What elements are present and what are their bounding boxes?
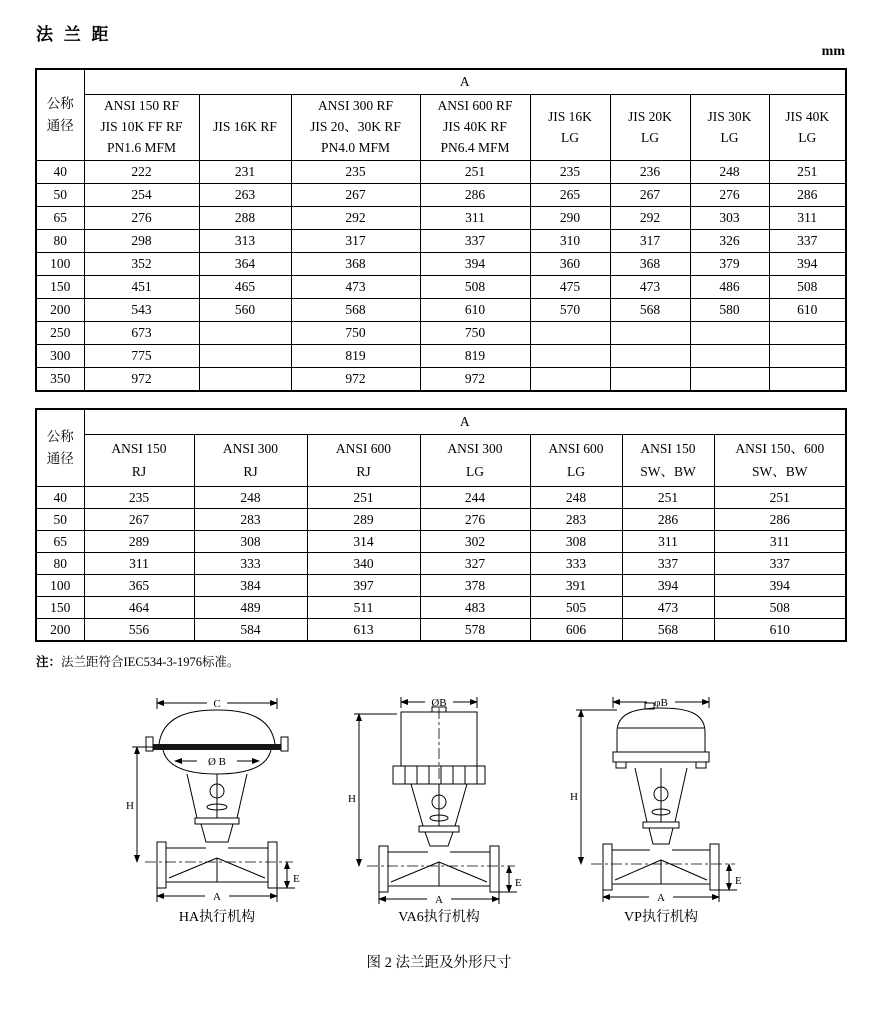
value-cell: 251 [714, 487, 846, 509]
table-row [36, 487, 846, 509]
value-cell: 394 [769, 253, 846, 276]
valve-body [367, 846, 515, 892]
value-cell: 276 [690, 184, 769, 207]
value-cell: 283 [530, 509, 622, 531]
value-cell: 570 [530, 299, 610, 322]
nominal-diameter-cell: 80 [36, 553, 84, 575]
table-row [36, 161, 846, 184]
valve-figures [0, 690, 878, 926]
value-cell: 251 [307, 487, 420, 509]
value-cell: 283 [194, 509, 307, 531]
column-header: ANSI 600 RJ [307, 435, 420, 487]
footnote-label: 注： [36, 655, 62, 669]
value-cell: 286 [714, 509, 846, 531]
value-cell: 489 [194, 597, 307, 619]
value-cell: 308 [194, 531, 307, 553]
table-row [36, 276, 846, 299]
column-header: ANSI 150 SW、BW [622, 435, 714, 487]
value-cell: 276 [420, 509, 530, 531]
value-cell: 251 [622, 487, 714, 509]
corner-line-2: 通径 [46, 118, 74, 133]
value-cell: 311 [714, 531, 846, 553]
value-cell: 337 [622, 553, 714, 575]
value-cell: 235 [530, 161, 610, 184]
value-cell: 254 [84, 184, 199, 207]
value-cell [690, 322, 769, 345]
value-cell: 286 [622, 509, 714, 531]
value-cell: 391 [530, 575, 622, 597]
value-cell [690, 368, 769, 392]
value-cell: 333 [194, 553, 307, 575]
value-cell: 289 [84, 531, 194, 553]
value-cell: 302 [420, 531, 530, 553]
nominal-diameter-cell: 150 [36, 597, 84, 619]
value-cell: 368 [291, 253, 420, 276]
group-header-a: A [84, 409, 846, 435]
nominal-diameter-cell: 40 [36, 487, 84, 509]
yoke-and-stem [187, 774, 247, 842]
dim-label-e: E [515, 877, 522, 889]
value-cell: 613 [307, 619, 420, 642]
dimension-e [275, 862, 300, 888]
value-cell: 379 [690, 253, 769, 276]
value-cell: 267 [291, 184, 420, 207]
value-cell: 276 [84, 207, 199, 230]
value-cell: 610 [714, 619, 846, 642]
value-cell: 819 [291, 345, 420, 368]
value-cell: 337 [769, 230, 846, 253]
va6-valve-figure [339, 690, 539, 926]
dim-label-ob: Ø B [207, 756, 227, 768]
value-cell: 286 [769, 184, 846, 207]
value-cell: 578 [420, 619, 530, 642]
value-cell: 310 [530, 230, 610, 253]
column-header: ANSI 600 RF JIS 40K RF PN6.4 MFM [420, 95, 530, 161]
valve-body [145, 842, 293, 888]
column-header: ANSI 300 RJ [194, 435, 307, 487]
value-cell: 314 [307, 531, 420, 553]
value-cell: 972 [420, 368, 530, 392]
value-cell: 248 [530, 487, 622, 509]
dimension-b [613, 697, 709, 709]
group-header-a: A [84, 69, 846, 95]
figure-caption: 图 2 法兰距及外形尺寸 [366, 955, 512, 971]
value-cell: 311 [622, 531, 714, 553]
nominal-diameter-cell: 50 [36, 509, 84, 531]
value-cell: 231 [199, 161, 291, 184]
value-cell: 364 [199, 253, 291, 276]
unit-label: mm [821, 44, 845, 59]
dim-label-h: H [348, 793, 356, 805]
value-cell [530, 345, 610, 368]
actuator-cylinder [393, 707, 485, 784]
value-cell: 750 [291, 322, 420, 345]
value-cell: 610 [420, 299, 530, 322]
vp-valve-caption: VP执行机构 [624, 910, 698, 925]
value-cell: 606 [530, 619, 622, 642]
value-cell [610, 368, 690, 392]
value-cell [199, 368, 291, 392]
footnote [36, 652, 239, 670]
corner-header-dn [36, 409, 84, 487]
value-cell: 337 [714, 553, 846, 575]
value-cell: 464 [84, 597, 194, 619]
value-cell: 222 [84, 161, 199, 184]
value-cell: 397 [307, 575, 420, 597]
ha-valve-caption: HA执行机构 [178, 910, 256, 925]
value-cell [530, 322, 610, 345]
value-cell: 289 [307, 509, 420, 531]
dim-label-a: A [435, 894, 443, 905]
dim-label-ob: ØB [431, 697, 447, 709]
column-header: ANSI 600 LG [530, 435, 622, 487]
value-cell: 311 [84, 553, 194, 575]
dimension-e [497, 866, 522, 892]
nominal-diameter-cell: 150 [36, 276, 84, 299]
value-cell: 326 [690, 230, 769, 253]
value-cell: 451 [84, 276, 199, 299]
value-cell: 584 [194, 619, 307, 642]
value-cell [199, 322, 291, 345]
nominal-diameter-cell: 65 [36, 207, 84, 230]
dimension-a [379, 892, 499, 905]
value-cell [199, 345, 291, 368]
value-cell: 972 [291, 368, 420, 392]
value-cell: 251 [420, 161, 530, 184]
value-cell: 292 [291, 207, 420, 230]
value-cell: 263 [199, 184, 291, 207]
dim-label-a: A [657, 892, 665, 904]
value-cell [530, 368, 610, 392]
value-cell: 473 [610, 276, 690, 299]
value-cell: 580 [690, 299, 769, 322]
value-cell [690, 345, 769, 368]
value-cell: 235 [291, 161, 420, 184]
value-cell: 267 [610, 184, 690, 207]
value-cell [610, 345, 690, 368]
value-cell: 365 [84, 575, 194, 597]
value-cell: 290 [530, 207, 610, 230]
dimension-h [126, 747, 153, 862]
value-cell: 313 [199, 230, 291, 253]
value-cell: 750 [420, 322, 530, 345]
nominal-diameter-cell: 250 [36, 322, 84, 345]
nominal-diameter-cell: 200 [36, 619, 84, 642]
value-cell: 505 [530, 597, 622, 619]
dim-label-c: C [213, 698, 221, 710]
actuator-dome [146, 710, 288, 774]
footnote-text: 法兰距符合IEC534-3-1976标准。 [61, 655, 240, 669]
value-cell: 292 [610, 207, 690, 230]
dim-label-e: E [293, 873, 300, 885]
value-cell: 483 [420, 597, 530, 619]
dim-label-h: H [126, 800, 134, 812]
table-body [36, 487, 846, 642]
nominal-diameter-cell: 40 [36, 161, 84, 184]
value-cell: 311 [769, 207, 846, 230]
nominal-diameter-cell: 50 [36, 184, 84, 207]
column-header: ANSI 150、600 SW、BW [714, 435, 846, 487]
nominal-diameter-cell: 200 [36, 299, 84, 322]
value-cell: 560 [199, 299, 291, 322]
ha-valve-figure [117, 690, 317, 926]
dimension-e [717, 864, 742, 890]
value-cell: 236 [610, 161, 690, 184]
dim-label-a: A [213, 891, 221, 903]
table-row [36, 597, 846, 619]
yoke-and-stem [411, 784, 467, 846]
column-header: ANSI 300 LG [420, 435, 530, 487]
table-row [36, 230, 846, 253]
column-header: JIS 16K LG [530, 95, 610, 161]
value-cell: 298 [84, 230, 199, 253]
value-cell: 486 [690, 276, 769, 299]
column-header-row [36, 435, 846, 487]
column-header: JIS 20K LG [610, 95, 690, 161]
valve-body [591, 844, 735, 890]
value-cell: 475 [530, 276, 610, 299]
table-row [36, 368, 846, 392]
value-cell: 340 [307, 553, 420, 575]
flange-distance-table-1 [35, 68, 847, 392]
dimension-a [157, 888, 277, 903]
table-row [36, 509, 846, 531]
value-cell: 508 [420, 276, 530, 299]
dimension-a [603, 890, 719, 904]
value-cell: 317 [610, 230, 690, 253]
column-header-row [36, 95, 846, 161]
nominal-diameter-cell: 100 [36, 253, 84, 276]
corner-line-2: 通径 [46, 451, 74, 466]
value-cell: 327 [420, 553, 530, 575]
value-cell: 508 [769, 276, 846, 299]
value-cell: 568 [610, 299, 690, 322]
value-cell: 394 [714, 575, 846, 597]
value-cell: 308 [530, 531, 622, 553]
value-cell: 251 [769, 161, 846, 184]
value-cell: 368 [610, 253, 690, 276]
corner-line-1: 公称 [46, 96, 74, 112]
corner-header-dn [36, 69, 84, 161]
corner-line-1: 公称 [46, 429, 74, 445]
value-cell: 244 [420, 487, 530, 509]
value-cell: 394 [420, 253, 530, 276]
value-cell [769, 368, 846, 392]
flange-distance-table-2 [35, 408, 847, 642]
value-cell: 311 [420, 207, 530, 230]
value-cell: 288 [199, 207, 291, 230]
value-cell: 352 [84, 253, 199, 276]
value-cell: 333 [530, 553, 622, 575]
table-row [36, 184, 846, 207]
nominal-diameter-cell: 80 [36, 230, 84, 253]
value-cell: 543 [84, 299, 199, 322]
value-cell: 972 [84, 368, 199, 392]
value-cell: 360 [530, 253, 610, 276]
table-row [36, 619, 846, 642]
ha-valve-diagram [117, 690, 317, 905]
table-row [36, 299, 846, 322]
table-row [36, 575, 846, 597]
column-header: ANSI 150 RF JIS 10K FF RF PN1.6 MFM [84, 95, 199, 161]
value-cell: 303 [690, 207, 769, 230]
value-cell: 337 [420, 230, 530, 253]
vp-valve-figure [561, 690, 761, 926]
value-cell [610, 322, 690, 345]
yoke-and-stem [635, 768, 687, 844]
value-cell: 317 [291, 230, 420, 253]
value-cell: 378 [420, 575, 530, 597]
va6-valve-diagram [339, 690, 539, 905]
value-cell: 819 [420, 345, 530, 368]
value-cell: 568 [622, 619, 714, 642]
nominal-diameter-cell: 300 [36, 345, 84, 368]
value-cell: 568 [291, 299, 420, 322]
column-header: JIS 40K LG [769, 95, 846, 161]
value-cell: 248 [194, 487, 307, 509]
column-header: ANSI 150 RJ [84, 435, 194, 487]
value-cell: 265 [530, 184, 610, 207]
value-cell: 511 [307, 597, 420, 619]
nominal-diameter-cell: 350 [36, 368, 84, 392]
value-cell: 610 [769, 299, 846, 322]
actuator-motor [613, 703, 709, 768]
value-cell: 267 [84, 509, 194, 531]
value-cell: 556 [84, 619, 194, 642]
dimension-h [570, 710, 617, 864]
value-cell: 775 [84, 345, 199, 368]
page-title: 法 兰 距 [36, 25, 112, 44]
table-row [36, 553, 846, 575]
value-cell: 673 [84, 322, 199, 345]
value-cell: 235 [84, 487, 194, 509]
value-cell: 286 [420, 184, 530, 207]
column-header: JIS 16K RF [199, 95, 291, 161]
vp-valve-diagram [561, 690, 761, 905]
value-cell [769, 322, 846, 345]
table-row [36, 531, 846, 553]
va6-valve-caption: VA6执行机构 [398, 910, 480, 925]
dimension-h [348, 714, 397, 866]
dimension-c [157, 698, 277, 710]
column-header: ANSI 300 RF JIS 20、30K RF PN4.0 MFM [291, 95, 420, 161]
table-row [36, 207, 846, 230]
value-cell: 248 [690, 161, 769, 184]
table-row [36, 345, 846, 368]
nominal-diameter-cell: 65 [36, 531, 84, 553]
value-cell: 508 [714, 597, 846, 619]
dim-label-e: E [735, 875, 742, 887]
table-body [36, 161, 846, 392]
dim-label-ob: φB [654, 697, 668, 709]
value-cell: 384 [194, 575, 307, 597]
table-row [36, 253, 846, 276]
nominal-diameter-cell: 100 [36, 575, 84, 597]
value-cell: 394 [622, 575, 714, 597]
table-row [36, 322, 846, 345]
value-cell: 465 [199, 276, 291, 299]
value-cell [769, 345, 846, 368]
value-cell: 473 [291, 276, 420, 299]
column-header: JIS 30K LG [690, 95, 769, 161]
dim-label-h: H [570, 791, 578, 803]
value-cell: 473 [622, 597, 714, 619]
